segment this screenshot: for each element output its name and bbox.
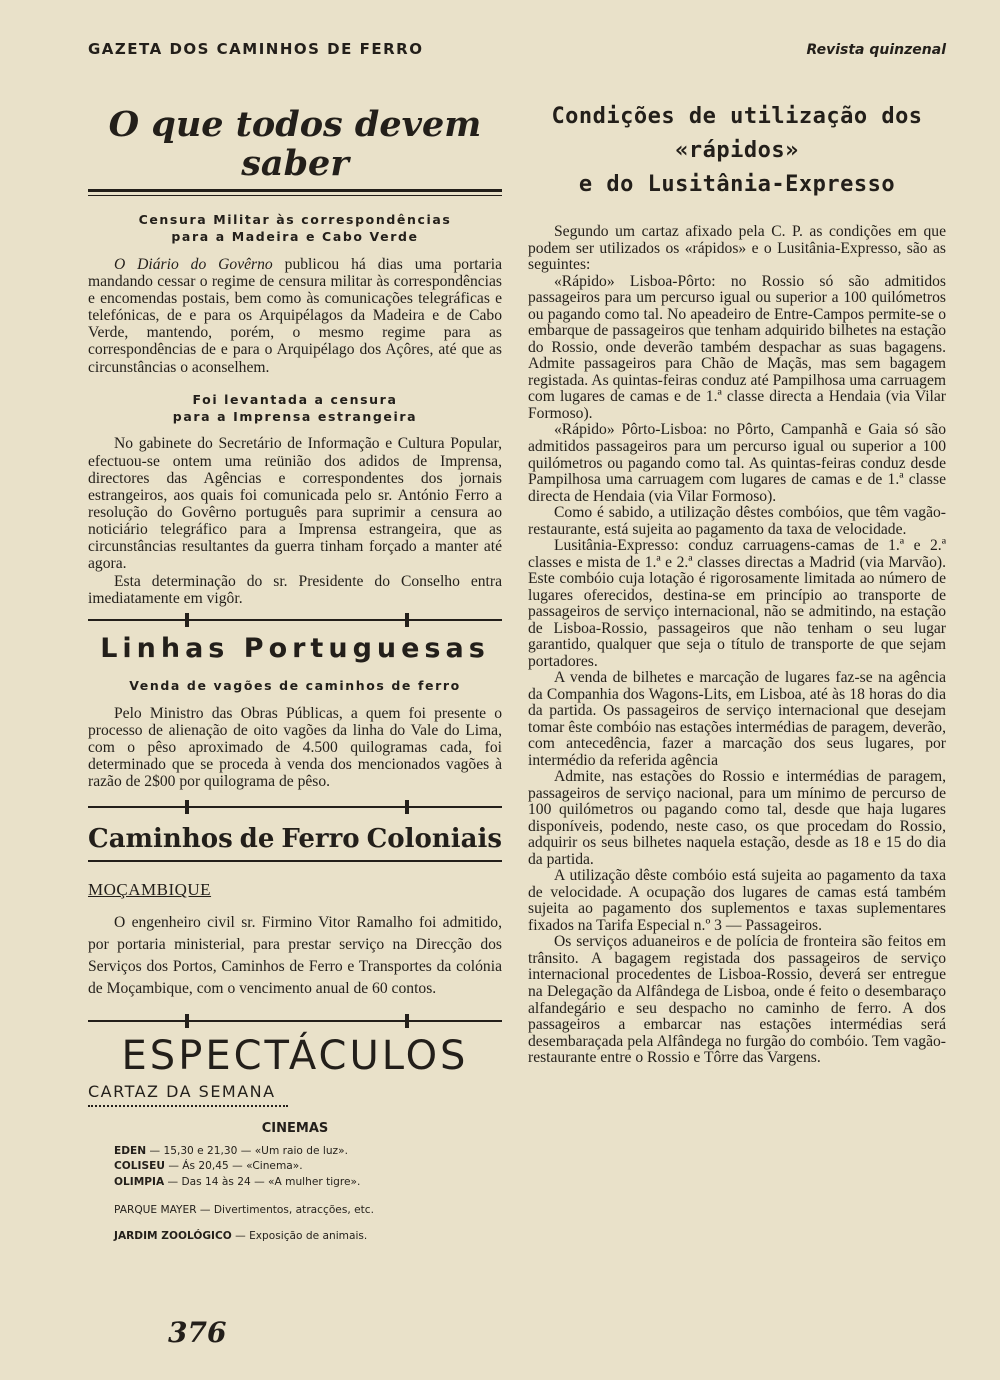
cinema-listing: EDEN — 15,30 e 21,30 — «Um raio de luz». xyxy=(114,1144,348,1157)
condicoes-paragraph: Os serviços aduaneiros e de polícia de fronteira são feitos em trânsito. A bagagem registada dos passageiros de serviço internacional procedentes de Lisboa-Rossio, deverá ser entregue na Delegação da Alfândega de Lisboa, onde é feito o desembaraço alfandegário e seu despacho no caminho de ferro. A dos passageiros a embarcar nas estações intermédias será desembaraçada pela Alfândega no furgão do combóio. Tem vagão-restaurante entre o Rossio e Tôrre das Vargens. xyxy=(528,933,946,1067)
condicoes-paragraph: Admite, nas estações do Rossio e intermédias de paragem, passageiros de serviço nacional, para um mínimo de percurso de 100 quilómetros ou pagando como tal, desde que haja lugares disponíveis, podendo, neste caso, os que procedam do Rossio, adquirir os seus bilhetes naquela estação, desde as 18 e 15 do dia da partida. xyxy=(528,768,946,868)
censura-article: O Diário do Govêrno publicou há dias uma portaria mandando cessar o regime de censura militar às correspondências e encomendas postais, bem como às comunicações telegráficas e telefónicas, de e para os Arquipélagos da Madeira e de Cabo Verde, mantendo, porém, o mesmo regime para as correspondências de e para o Arquipélago dos Açôres, até que as circunstâncias o aconselhem. xyxy=(88,255,502,376)
condicoes-paragraph: Lusitânia-Expresso: conduz carruagens-camas de 1.ª e 2.ª classes e mista de 1.ª e 2.ª classes directas a Madrid (via Marvão). Este combóio cuja lotação é rigorosamente limitada ao número de lugares oferecidos, destina-se em princípio ao transporte de passageiros de serviço internacional, não se admitindo, na estação de Lisboa-Rossio, passageiros que não tenham o seu lugar garantido, qualquer que seja o título de transporte de que sejam portadores. xyxy=(528,537,946,670)
condicoes-paragraph: Segundo um cartaz afixado pela C. P. as condições em que podem ser utilizados os «rápidos» e o Lusitânia-Expresso, são as seguintes: xyxy=(528,223,946,274)
cinemas-heading: CINEMAS xyxy=(261,1120,329,1136)
condicoes-title: Condições de utilização dos «rápidos» e do Lusitânia-Expresso xyxy=(551,104,923,198)
condicoes-paragraph: A venda de bilhetes e marcação de lugares faz-se na agência da Companhia dos Wagons-Lits, em Lisboa, até às 18 horas do dia da partida. Os passageiros de serviço internacional que desejam tomar êste combóio nas estações intermédias de paragem, deverão, com antecedência, fazer a marcação dos seus lugares, por intermédio da referida agência xyxy=(528,669,946,769)
imprensa-article-end: Esta determinação do sr. Presidente do Conselho entra imediatamente em vigôr. xyxy=(88,572,502,607)
imprensa-heading: Foi levantada a censura para a Imprensa estrangeira xyxy=(172,391,418,424)
right-column xyxy=(528,96,946,1067)
condicoes-paragraph: A utilização dêste combóio está sujeita ao pagamento da taxa de velocidade. A ocupação dos lugares de camas está também sujeita ao pagamento dos suplementos e taxas suplementares fixados na Tarifa Especial n.º 3 — Passageiros. xyxy=(528,867,946,934)
left-column xyxy=(88,96,502,1242)
publication-frequency: Revista quinzenal xyxy=(806,42,946,58)
imprensa-article: No gabinete do Secretário de Informação e Cultura Popular, efectuou-se ontem uma reünião dos adidos de Imprensa, directores das Agências e correspondentes dos jornais estrangeiros, aos quais foi comunicada pelo sr. António Ferro a resolução do Govêrno português para suprimir a censura ao noticiário telegráfico para a Imprensa estrangeira, que as circunstâncias resultantes da guerra tinham forçado a manter até agora. xyxy=(88,435,502,573)
mocambique-label: MOÇAMBIQUE xyxy=(88,880,212,900)
espectaculos-title: ESPECTÁCULOS xyxy=(121,1032,469,1079)
section-divider xyxy=(88,1012,502,1030)
section-title-que-todos: O que todos devem saber xyxy=(108,104,482,184)
cinema-listings xyxy=(114,1144,502,1190)
page-number: 376 xyxy=(168,1316,227,1349)
linhas-portuguesas-title: Linhas Portuguesas xyxy=(100,632,490,664)
condicoes-paragraph: Como é sabido, a utilização dêstes combóios, que têm vagão-restaurante, está sujeita ao pagamento da taxa de velocidade. xyxy=(528,504,946,538)
condicoes-paragraph: «Rápido» Pôrto-Lisboa: no Pôrto, Campanhã e Gaia só são admitidos passageiros para um percurso igual ou superior a 100 quilómetros ou pagando como tal. As quintas-feiras conduz desde Pampilhosa uma carruagem com lugares de camas e de 1.ª classe directa de Hendaia (via Vilar Formoso). xyxy=(528,421,946,505)
condicoes-paragraph: «Rápido» Lisboa-Pôrto: no Rossio só são admitidos passageiros para um percurso igual ou superior a 100 quilómetros ou pagando como tal. No apeadeiro de Entre-Campos permite-se o embarque de passageiros que tenham adquirido bilhetes na estação do Rossio, onde deverão também despachar as suas bagagens. Admite passageiros para Chão de Maçãs, mas sem bagagem registada. As quintas-feiras conduz até Pampilhosa uma carruagem com lugares de camas e de 1.ª classe directa a Hendaia (via Vilar Formoso). xyxy=(528,272,946,422)
parque-mayer-listing: PARQUE MAYER — Divertimentos, atracções, etc. xyxy=(114,1203,374,1216)
cinema-listing: COLISEU — Ás 20,45 — «Cinema». xyxy=(114,1160,303,1173)
masthead xyxy=(88,40,946,70)
venda-article: Pelo Ministro das Obras Públicas, a quem foi presente o processo de alienação de oito vagões da linha do Vale do Lima, com o pêso aproximado de 4.500 quilogramas cada, foi determinado que se proceda à venda dos mencionados vagões à razão de 2$00 por quilograma de pêso. xyxy=(88,704,502,791)
mocambique-article: O engenheiro civil sr. Firmino Vitor Ramalho foi admitido, por portaria ministerial, para prestar serviço na Direcção dos Serviços dos Portos, Caminhos de Ferro e Transportes da colónia de Moçambique, com o vencimento anual de 60 contos. xyxy=(88,914,502,997)
cartaz-rule xyxy=(88,1105,288,1107)
cinema-listing: OLIMPIA — Das 14 às 24 — «A mulher tigre». xyxy=(114,1175,361,1188)
section-divider xyxy=(88,611,502,629)
censura-heading: Censura Militar às correspondências para a Madeira e Cabo Verde xyxy=(138,212,452,244)
cartaz-semana: CARTAZ DA SEMANA xyxy=(88,1081,276,1101)
jardim-zoologico-listing: JARDIM ZOOLÓGICO — Exposição de animais. xyxy=(114,1229,368,1242)
title-rule xyxy=(88,189,502,196)
venda-heading: Venda de vagões de caminhos de ferro xyxy=(129,677,461,693)
section-divider xyxy=(88,798,502,816)
coloniais-rule xyxy=(88,860,502,862)
caminhos-ferro-coloniais-title: Caminhos de Ferro Coloniais xyxy=(88,824,502,855)
publication-name: GAZETA DOS CAMINHOS DE FERRO xyxy=(88,40,424,58)
